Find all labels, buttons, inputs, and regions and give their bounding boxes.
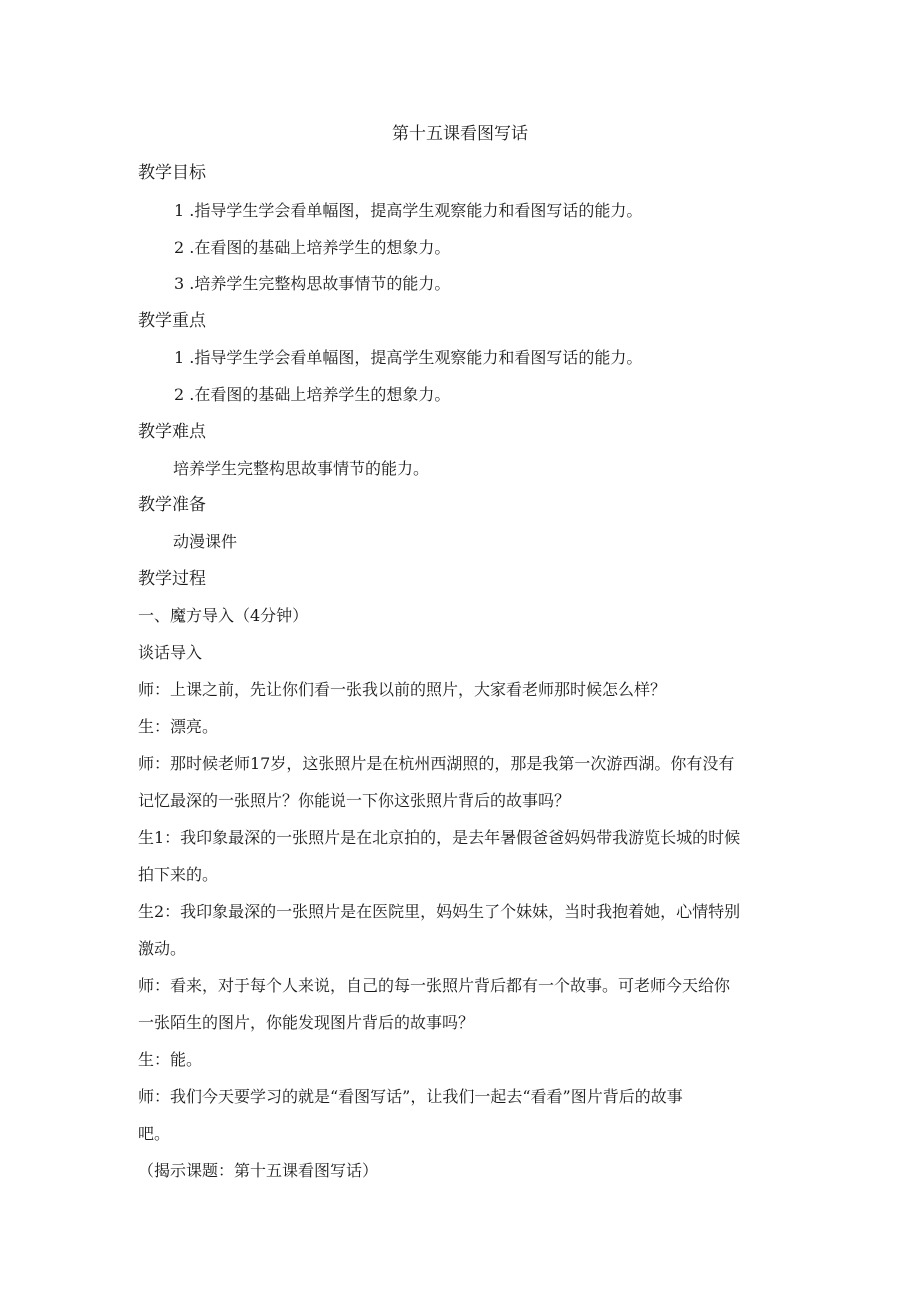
preparation-text: 动漫课件 [173,532,238,551]
key-point-item-2: 2 .在看图的基础上培养学生的想象力。 [174,385,451,404]
heading-objectives: 教学目标 [138,163,206,183]
heading-difficulties: 教学难点 [138,422,206,442]
dialogue-line: 生2：我印象最深的一张照片是在医院里，妈妈生了个妹妹，当时我抱着她，心情特别 [138,902,741,921]
difficulties-text: 培养学生完整构思故事情节的能力。 [173,459,430,478]
dialogue-line: 师：看来，对于每个人来说，自己的每一张照片背后都有一个故事。可老师今天给你 [138,976,731,995]
dialogue-line: （揭示课题：第十五课看图写话） [138,1161,379,1180]
dialogue-line: 吧。 [138,1124,171,1143]
key-point-item-1: 1 .指导学生学会看单幅图，提高学生观察能力和看图写话的能力。 [174,348,643,367]
objective-item-1: 1 .指导学生学会看单幅图，提高学生观察能力和看图写话的能力。 [174,201,643,220]
heading-preparation: 教学准备 [138,495,206,515]
dialogue-line: 一张陌生的图片，你能发现图片背后的故事吗？ [138,1013,475,1032]
dialogue-line: 激动。 [138,939,187,958]
dialogue-line: 生1：我印象最深的一张照片是在北京拍的，是去年暑假爸爸妈妈带我游览长城的时候 [138,828,741,847]
dialogue-line: 生：能。 [138,1050,203,1069]
heading-key-points: 教学重点 [138,311,206,331]
dialogue-line: 师：那时候老师17岁，这张照片是在杭州西湖照的，那是我第一次游西湖。你有没有 [138,754,735,773]
dialogue-line: 拍下来的。 [138,865,219,884]
document-title: 第十五课看图写话 [392,124,528,144]
dialogue-line: 师：上课之前，先让你们看一张我以前的照片，大家看老师那时候怎么样？ [138,680,667,699]
dialogue-line: 生：漂亮。 [138,717,219,736]
objective-item-2: 2 .在看图的基础上培养学生的想象力。 [174,238,451,257]
dialogue-line: 师：我们今天要学习的就是“看图写话”，让我们一起去“看看”图片背后的故事 [138,1087,683,1106]
process-subheading: 谈话导入 [138,643,203,662]
heading-process: 教学过程 [138,569,206,589]
dialogue-line: 记忆最深的一张照片？你能说一下你这张照片背后的故事吗？ [138,791,571,810]
objective-item-3: 3 .培养学生完整构思故事情节的能力。 [174,274,451,293]
process-step-1: 一、魔方导入（4分钟） [138,606,309,625]
